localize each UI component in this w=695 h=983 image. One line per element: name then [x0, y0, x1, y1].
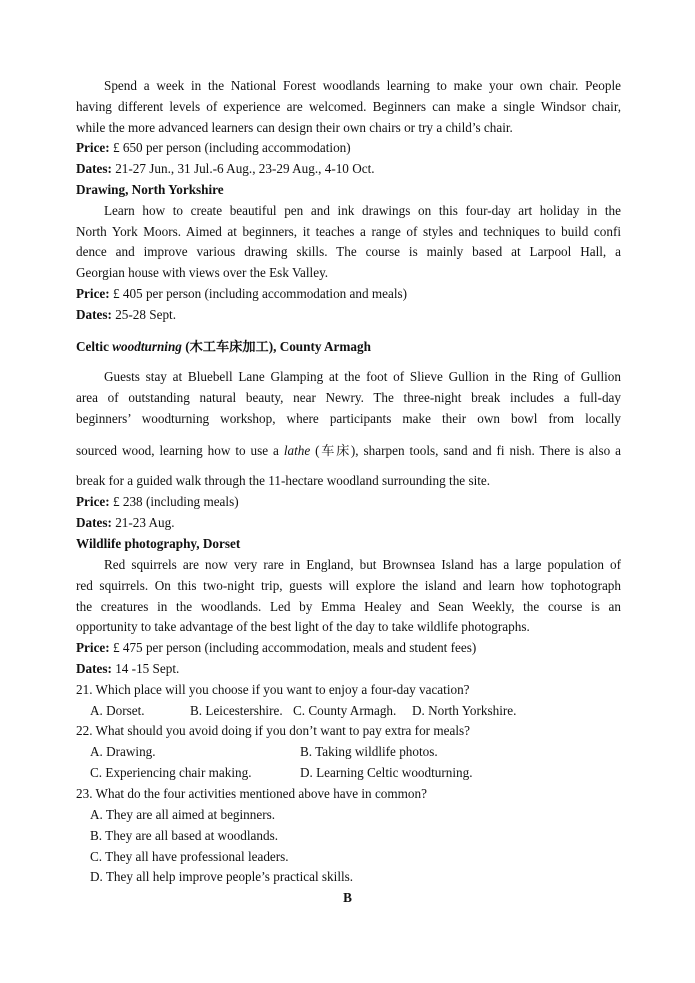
- dates-value: 25-28 Sept.: [111, 307, 176, 322]
- price-value: £ 405 per person (including accommodation and meals): [109, 286, 408, 301]
- section-mark: B: [343, 890, 352, 905]
- question-22: 22. What should you avoid doing if you don’t want to pay extra for meals?: [76, 723, 470, 738]
- wildlife-paragraph-line: red squirrels. On this two-night trip, guests will explore the island and learn how tophotograph: [76, 578, 621, 593]
- question-23: 23. What do the four activities mentioned above have in common?: [76, 786, 427, 801]
- price-value: £ 238 (including meals): [109, 494, 239, 509]
- chair-paragraph-line: Spend a week in the National Forest woodlands learning to make your own chair. People: [104, 78, 621, 93]
- chair-paragraph-line: having different levels of experience are welcomed. Beginners can make a single Windsor chair,: [76, 99, 621, 114]
- drawing-paragraph-line: Learn how to create beautiful pen and ink drawings on this four-day art holiday in the: [104, 203, 621, 218]
- celtic-dates: [76, 513, 621, 534]
- dates-value: 21-27 Jun., 31 Jul.-6 Aug., 23-29 Aug., 4-10 Oct.: [111, 161, 375, 176]
- celtic-paragraph-line: Guests stay at Bluebell Lane Glamping at the foot of Slieve Gullion in the Ring of Gullion: [104, 369, 621, 384]
- price-label: Price:: [76, 640, 110, 655]
- q21-option-a[interactable]: A. Dorset.: [90, 703, 145, 718]
- celtic-paragraph-line: break for a guided walk through the 11-hectare woodland surrounding the site.: [76, 473, 491, 488]
- chair-paragraph-line: while the more advanced learners can design their own chairs or try a child’s chair.: [76, 120, 513, 135]
- price-label: Price:: [76, 140, 110, 155]
- q22-option-a[interactable]: A. Drawing.: [90, 744, 156, 759]
- q22-option-c[interactable]: C. Experiencing chair making.: [90, 765, 252, 780]
- q23-option-d[interactable]: D. They all help improve people’s practical skills.: [90, 869, 354, 884]
- drawing-paragraph-line: Georgian house with views over the Esk Valley.: [76, 265, 329, 280]
- celtic-paragraph-line: beginners’ woodturning workshop, where participants make their own bowl from locally: [76, 411, 621, 426]
- dates-label: Dates:: [76, 307, 112, 322]
- dates-label: Dates:: [76, 661, 112, 676]
- drawing-dates: [76, 305, 621, 326]
- dates-label: Dates:: [76, 161, 112, 176]
- celtic-paragraph-line: area of outstanding natural beauty, near Newry. The three-night break includes a full-day: [76, 390, 621, 405]
- celtic-price: [76, 492, 621, 513]
- dates-value: 14 -15 Sept.: [111, 661, 180, 676]
- dates-label: Dates:: [76, 515, 112, 530]
- q23-option-c[interactable]: C. They all have professional leaders.: [90, 849, 289, 864]
- q21-option-b[interactable]: B. Leicestershire.: [190, 703, 283, 718]
- question-21: 21. Which place will you choose if you want to enjoy a four-day vacation?: [76, 682, 470, 697]
- q21-option-d[interactable]: D. North Yorkshire.: [412, 703, 517, 718]
- wildlife-paragraph-line: Red squirrels are now very rare in England, but Brownsea Island has a large population of: [104, 557, 621, 572]
- celtic-heading: Celtic woodturning (木工车床加工), County Armagh: [76, 339, 371, 354]
- wildlife-paragraph-line: opportunity to take advantage of the best light of the day to take wildlife photographs.: [76, 619, 530, 634]
- q22-option-b[interactable]: B. Taking wildlife photos.: [300, 744, 438, 759]
- chair-dates: [76, 159, 621, 180]
- celtic-paragraph-line: sourced wood, learning how to use a lathe (车床), sharpen tools, sand and fi nish. There is also a: [76, 443, 621, 458]
- wildlife-paragraph-line: the creatures in the woodlands. Led by Emma Healey and Sean Weekly, the course is an: [76, 599, 621, 614]
- q23-option-b[interactable]: B. They are all based at woodlands.: [90, 828, 278, 843]
- drawing-price: [76, 284, 621, 305]
- wildlife-heading: Wildlife photography, Dorset: [76, 536, 241, 551]
- q22-option-d[interactable]: D. Learning Celtic woodturning.: [300, 765, 473, 780]
- drawing-heading: Drawing, North Yorkshire: [76, 182, 224, 197]
- price-value: £ 475 per person (including accommodation, meals and student fees): [109, 640, 477, 655]
- dates-value: 21-23 Aug.: [111, 515, 175, 530]
- q23-option-a[interactable]: A. They are all aimed at beginners.: [90, 807, 276, 822]
- price-label: Price:: [76, 286, 110, 301]
- q21-option-c[interactable]: C. County Armagh.: [293, 703, 397, 718]
- chair-price: [76, 138, 621, 159]
- price-value: £ 650 per person (including accommodation): [109, 140, 351, 155]
- wildlife-price: [76, 638, 621, 659]
- wildlife-dates: [76, 659, 621, 680]
- drawing-paragraph-line: dence and improve various drawing skills. The course is mainly based at Larpool Hall, a: [76, 244, 621, 259]
- drawing-paragraph-line: North York Moors. Aimed at beginners, it teaches a range of styles and techniques to build confi: [76, 224, 621, 239]
- price-label: Price:: [76, 494, 110, 509]
